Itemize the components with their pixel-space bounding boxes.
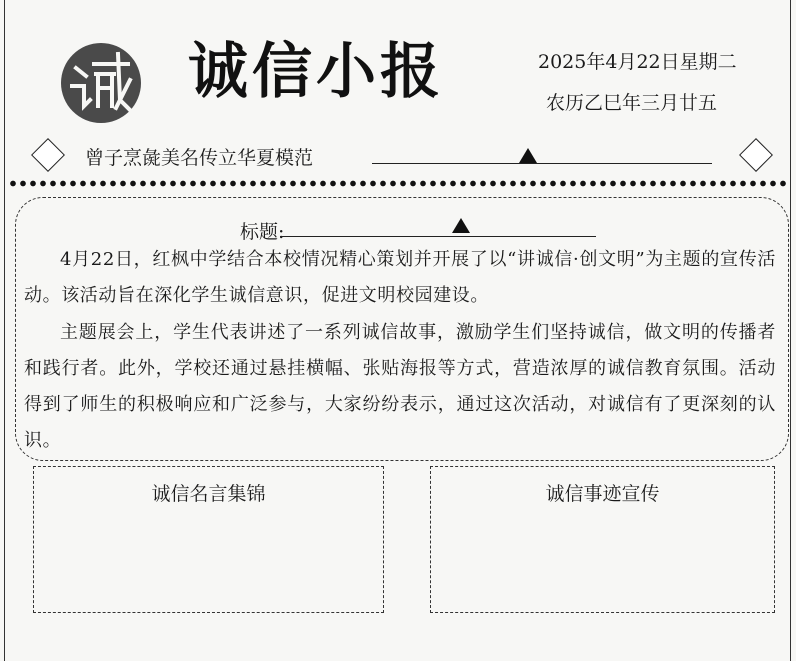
date-line: 2025年4月22日星期二: [538, 51, 737, 73]
quotes-box: [33, 466, 384, 613]
logo-seal-icon: [58, 40, 144, 126]
lunar-date-line: 农历乙巳年三月廿五: [546, 92, 718, 114]
triangle-marker-icon: [452, 218, 470, 233]
motto-text: 曾子烹彘美名传立华夏模范: [85, 147, 314, 169]
deeds-box: [430, 466, 775, 613]
quotes-box-title: 诚信名言集锦: [151, 483, 266, 505]
article-paragraph: 主题展会上，学生代表讲述了一系列诚信故事，激励学生们坚持诚信，做文明的传播者和践行者。此外，学校还通过悬挂横幅、张贴海报等方式，营造浓厚的诚信教育氛围。活动得到了师生的积极响应和广泛参与，大家纷纷表示，通过这次活动，对诚信有了更深刻的认识。: [24, 322, 776, 451]
dotted-divider: [8, 180, 788, 187]
motto-blank-line: [372, 163, 712, 164]
newspaper-title: 诚信小报: [188, 37, 444, 107]
deeds-box-title: 诚信事迹宣传: [545, 483, 660, 505]
article-title-blank: [280, 236, 596, 237]
article-paragraph: 4月22日，红枫中学结合本校情况精心策划并开展了以“讲诚信·创文明”为主题的宣传活动。该活动旨在深化学生诚信意识，促进文明校园建设。: [24, 249, 776, 306]
article-title-label: 标题:: [240, 221, 285, 243]
triangle-marker-icon: [519, 148, 537, 163]
